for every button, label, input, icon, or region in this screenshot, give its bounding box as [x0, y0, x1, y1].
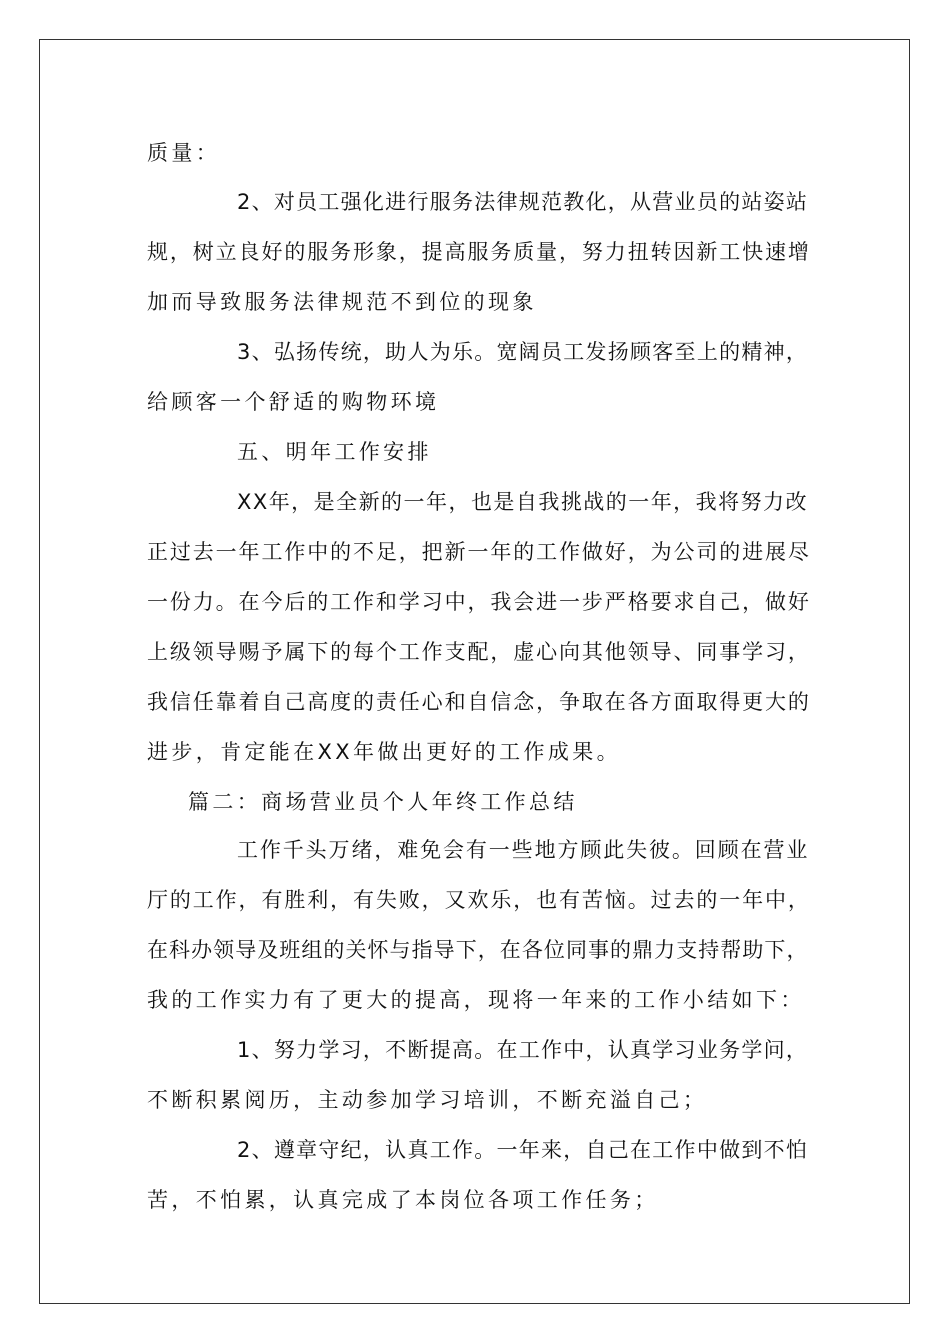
text-line: 正过去一年工作中的不足，把新一年的工作做好，为公司的进展尽	[147, 540, 811, 564]
text-line: 1、努力学习，不断提高。在工作中，认真学习业务学问，	[237, 1038, 809, 1062]
text-line: 我的工作实力有了更大的提高，现将一年来的工作小结如下：	[147, 988, 805, 1012]
text-line: 不断积累阅历，主动参加学习培训，不断充溢自己；	[147, 1088, 708, 1112]
text-line: 厅的工作，有胜利，有失败，又欢乐，也有苦恼。过去的一年中，	[147, 888, 811, 912]
text-line: 在科办领导及班组的关怀与指导下，在各位同事的鼎力支持帮助下，	[147, 938, 809, 962]
text-line: 苦，不怕累，认真完成了本岗位各项工作任务；	[147, 1188, 659, 1212]
text-line: 加而导致服务法律规范不到位的现象	[147, 290, 537, 314]
text-line: 规，树立良好的服务形象，提高服务质量，努力扭转因新工快速增	[147, 240, 811, 264]
text-line: 一份力。在今后的工作和学习中，我会进一步严格要求自己，做好	[147, 590, 811, 614]
text-line: 2、遵章守纪，认真工作。一年来，自己在工作中做到不怕	[237, 1138, 809, 1162]
text-line: 进步，肯定能在XX年做出更好的工作成果。	[147, 740, 621, 764]
text-line: 我信任靠着自己高度的责任心和自信念，争取在各方面取得更大的	[147, 690, 811, 714]
section-heading: 五、明年工作安排	[237, 440, 432, 464]
text-line: 给顾客一个舒适的购物环境	[147, 390, 440, 414]
text-line: 2、对员工强化进行服务法律规范教化，从营业员的站姿站	[237, 190, 809, 214]
text-line: 质量：	[147, 141, 221, 165]
text-line: 3、弘扬传统，助人为乐。宽阔员工发扬顾客至上的精神，	[237, 340, 809, 364]
page-border	[39, 39, 910, 1304]
article-title: 篇二：商场营业员个人年终工作总结	[188, 790, 578, 814]
text-line: 上级领导赐予属下的每个工作支配，虚心向其他领导、同事学习，	[147, 640, 811, 664]
text-line: XX年，是全新的一年，也是自我挑战的一年，我将努力改	[237, 490, 808, 514]
text-line: 工作千头万绪，难免会有一些地方顾此失彼。回顾在营业	[237, 838, 810, 862]
